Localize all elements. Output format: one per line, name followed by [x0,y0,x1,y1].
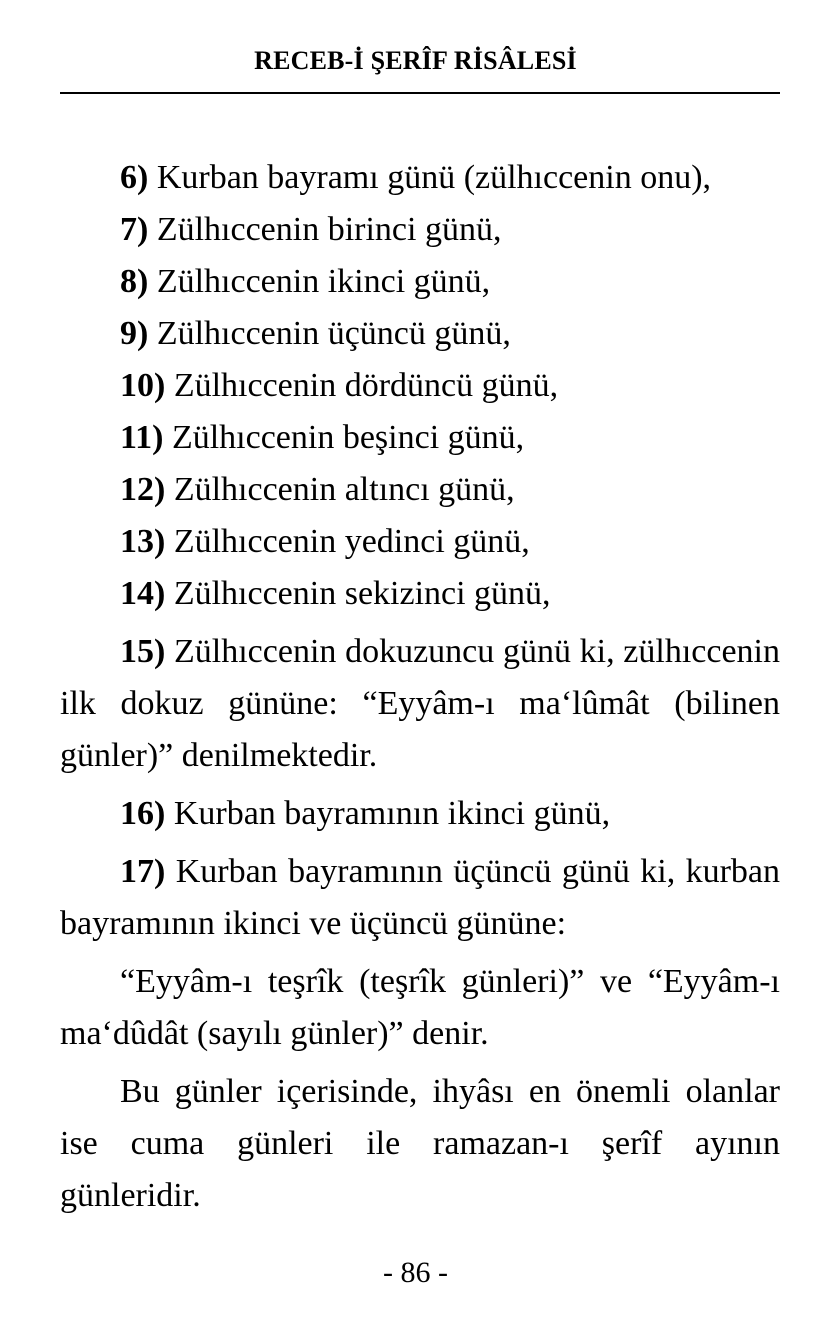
list-item [60,256,780,308]
item-number: 7) [120,211,149,248]
body-paragraph: “Eyyâm-ı teşrîk (teşrîk günleri)” ve “Eyyâm-ı ma‘dûdât (sayılı günler)” denir. [60,963,780,1052]
item-text: Zülhıccenin dokuzuncu günü ki, zülhıccenin ilk dokuz gününe: “Eyyâm-ı ma‘lûmât (bilinen günler)” denilmektedir. [60,633,780,774]
running-header: RECEB-İ ŞERÎF RİSÂLESİ [254,46,577,75]
list-item [60,412,780,464]
list-item [60,360,780,412]
item-text: Zülhıccenin altıncı günü, [165,471,515,508]
list-item [60,152,780,204]
item-text: Zülhıccenin dördüncü günü, [165,367,559,404]
list-item [60,788,780,840]
list-item [60,308,780,360]
item-text: Zülhıccenin yedinci günü, [165,523,530,560]
body-paragraph: Bu günler içerisinde, ihyâsı en önemli olanlar ise cuma günleri ile ramazan-ı şerîf ayının günleridir. [60,1073,780,1214]
item-text: Zülhıccenin üçüncü günü, [148,315,511,352]
page-number: - 86 - [383,1256,448,1289]
item-number: 14) [120,575,166,612]
page-body [60,152,780,1222]
list-item [60,626,780,782]
item-text: Zülhıccenin birinci günü, [148,211,502,248]
item-number: 16) [120,795,166,832]
item-number: 13) [120,523,166,560]
list-item [60,464,780,516]
header-divider [60,92,780,94]
list-item [60,568,780,620]
item-text: Zülhıccenin ikinci günü, [148,263,491,300]
item-number: 6) [120,159,149,196]
item-text: Kurban bayramının üçüncü günü ki, kurban bayramının ikinci ve üçüncü gününe: [60,853,780,942]
list-item [60,516,780,568]
item-text: Kurban bayramının ikinci günü, [165,795,611,832]
item-number: 11) [120,419,164,456]
item-text: Zülhıccenin beşinci günü, [163,419,525,456]
item-number: 17) [120,853,166,890]
item-text: Zülhıccenin sekizinci günü, [165,575,551,612]
item-number: 10) [120,367,166,404]
item-number: 9) [120,315,149,352]
item-text: Kurban bayramı günü (zülhıccenin onu), [148,159,712,196]
item-number: 8) [120,263,149,300]
item-number: 12) [120,471,166,508]
list-item [60,846,780,950]
item-number: 15) [120,633,166,670]
list-item [60,204,780,256]
